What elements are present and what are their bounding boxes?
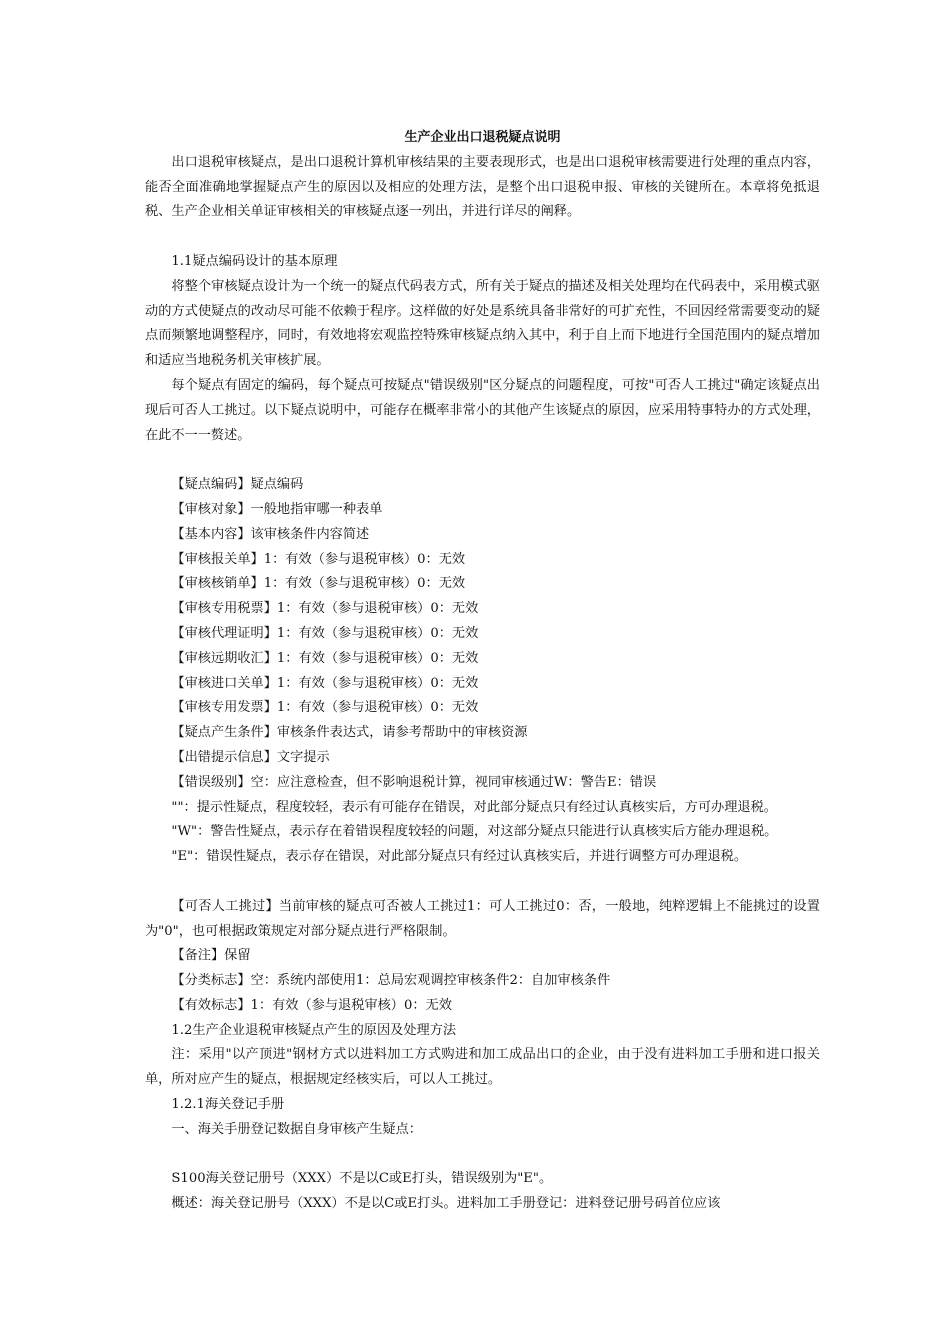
rule-s100: S100海关登记册号（XXX）不是以C或E打头，错误级别为"E"。 [171, 1171, 553, 1187]
field-line: 【审核对象】一般地指审哪一种表单 [171, 501, 383, 517]
field-line: 【分类标志】空：系统内部使用1：总局宏观调控审核条件2：自加审核条件 [171, 973, 611, 989]
field-line: 【备注】保留 [171, 948, 251, 964]
field-line: 【审核专用税票】1：有效（参与退税审核）0：无效 [171, 601, 479, 617]
code-paragraph: 每个疑点有固定的编码，每个疑点可按疑点"错误级别"区分疑点的问题程度，可按"可否人工挑过"确定该疑点出现后可否人工挑过。以下疑点说明中，可能存在概率非常小的其他产生该疑点的原因，应采用特事特办的方式处理，在此不一一赘述。 [145, 377, 820, 443]
error-level-line: "W"：警告性疑点，表示存在着错误程度较轻的问题，对这部分疑点只能进行认真核实后方能办理退税。 [171, 824, 778, 840]
field-line: 【审核核销单】1：有效（参与退税审核）0：无效 [171, 576, 466, 592]
intro-paragraph: 出口退税审核疑点，是出口退税计算机审核结果的主要表现形式，也是出口退税审核需要进行处理的重点内容，能否全面准确地掌握疑点产生的原因以及相应的处理方法，是整个出口退税申报、审核的关键所在。本章将免抵退税、生产企业相关单证审核相关的审核疑点逐一列出，并进行详尽的阐释。 [145, 154, 820, 220]
field-line: 【审核进口关单】1：有效（参与退税审核）0：无效 [171, 675, 479, 691]
field-line: 【疑点编码】疑点编码 [171, 477, 304, 493]
document-body [145, 126, 820, 1217]
field-line: 【基本内容】该审核条件内容简述 [171, 526, 370, 542]
field-line: 【错误级别】空：应注意检查，但不影响退税计算，视同审核通过W：警告E：错误 [171, 774, 657, 790]
spacer [145, 1143, 820, 1168]
error-level-line: "E"：错误性疑点，表示存在错误，对此部分疑点只有经过认真核实后，并进行调整方可办理退税。 [171, 849, 748, 865]
spacer [145, 448, 820, 473]
spacer [145, 870, 820, 895]
field-line: 【出错提示信息】文字提示 [171, 749, 330, 765]
field-line: 【审核远期收汇】1：有效（参与退税审核）0：无效 [171, 650, 479, 666]
field-line: 【审核代理证明】1：有效（参与退税审核）0：无效 [171, 625, 479, 641]
item-heading: 一、海关手册登记数据自身审核产生疑点： [171, 1121, 422, 1137]
field-line: 【审核报关单】1：有效（参与退税审核）0：无效 [171, 551, 466, 567]
section-heading-1-2: 1.2生产企业退税审核疑点产生的原因及处理方法 [171, 1022, 457, 1038]
error-level-line: ""：提示性疑点，程度较轻，表示有可能存在错误，对此部分疑点只有经过认真核实后，方可办理退税。 [171, 799, 777, 815]
field-line: 【有效标志】1：有效（参与退税审核）0：无效 [171, 997, 452, 1013]
spacer [145, 225, 820, 250]
note-paragraph: 注：采用"以产顶进"钢材方式以进料加工方式购进和加工成品出口的企业，由于没有进料加工手册和进口报关单，所对应产生的疑点，根据规定经核实后，可以人工挑过。 [145, 1047, 820, 1088]
field-line: 【审核专用发票】1：有效（参与退税审核）0：无效 [171, 700, 479, 716]
principle-paragraph: 将整个审核疑点设计为一个统一的疑点代码表方式，所有关于疑点的描述及相关处理均在代码表中，采用模式驱动的方式使疑点的改动尽可能不依赖于程序。这样做的好处是系统具备非常好的可扩充性，不回因经常需要变动的疑点而频繁地调整程序，同时，有效地将宏观监控特殊审核疑点纳入其中，利于自上而下地进行全国范围内的疑点增加和适应当地税务机关审核扩展。 [145, 278, 820, 369]
field-line: 【疑点产生条件】审核条件表达式，请参考帮助中的审核资源 [171, 725, 528, 741]
section-heading-1-1: 1.1疑点编码设计的基本原理 [171, 253, 338, 269]
section-heading-1-2-1: 1.2.1海关登记手册 [171, 1097, 285, 1113]
skip-paragraph: 【可否人工挑过】当前审核的疑点可否被人工挑过1：可人工挑过0：否，一般地，纯粹逻辑上不能挑过的设置为"0"，也可根据政策规定对部分疑点进行严格限制。 [145, 898, 820, 939]
document-title: 生产企业出口退税疑点说明 [404, 130, 561, 145]
overview-line: 概述：海关登记册号（XXX）不是以C或E打头。进料加工手册登记：进料登记册号码首位应该 [171, 1196, 721, 1212]
